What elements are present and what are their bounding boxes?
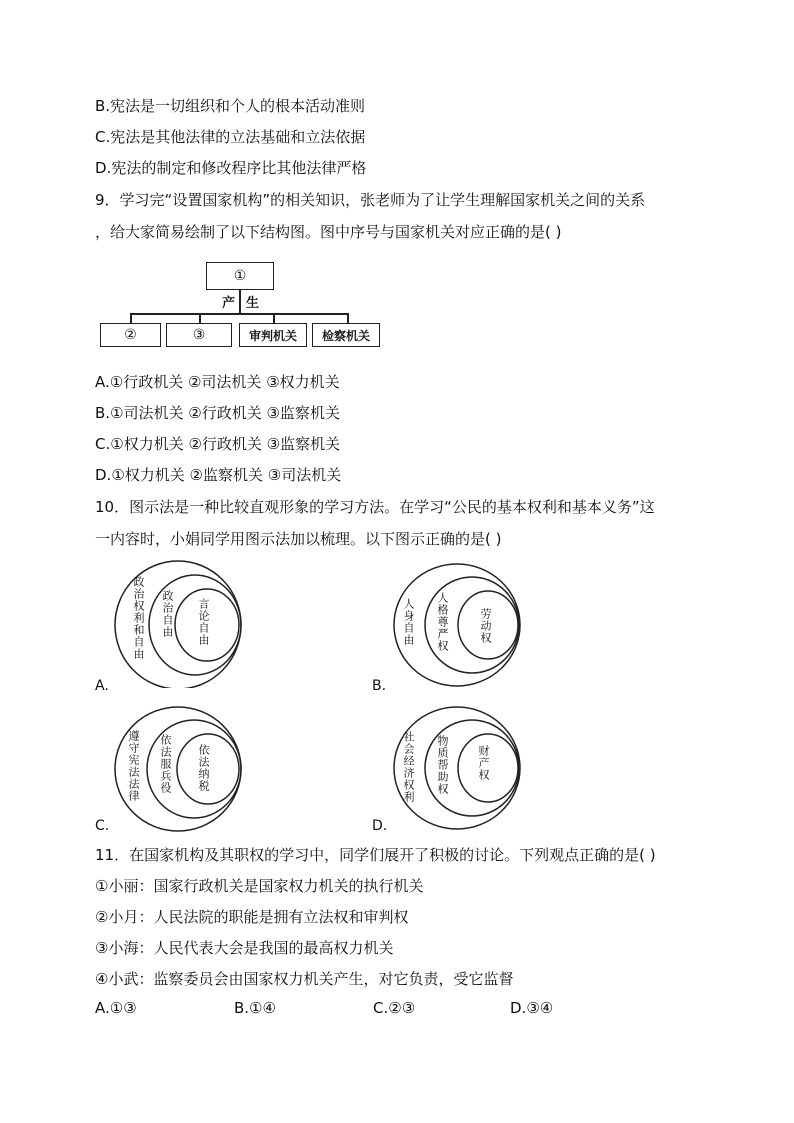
q11-option-b: B.①④ xyxy=(234,999,276,1017)
diagram-top-box: ① xyxy=(206,262,274,290)
venn-diagram-d xyxy=(392,705,522,835)
diagram-connector-4 xyxy=(347,313,349,323)
diagram-connector-3 xyxy=(273,313,275,323)
venn-c-middle-text: 依法服兵役 xyxy=(159,734,172,794)
q9-stem-line1: 9．学习完“设置国家机构”的相关知识，张老师为了让学生理解国家机关之间的关系 xyxy=(95,191,646,209)
diagram-label-sheng: 生 xyxy=(246,296,260,311)
q10-stem-line1: 10．图示法是一种比较直观形象的学习方法。在学习“公民的基本权利和基本义务”这 xyxy=(95,498,655,516)
venn-b-outer-text: 人身自由 xyxy=(402,598,415,646)
diagram-label-chan: 产 xyxy=(222,296,236,311)
venn-diagram-b xyxy=(392,562,522,692)
venn-diagram-a xyxy=(113,558,243,688)
diagram-box-procuratorate: 检察机关 xyxy=(312,323,380,347)
q9-option-c: C.①权力机关 ②行政机关 ③监察机关 xyxy=(95,435,341,453)
venn-b-label: B. xyxy=(372,678,387,694)
q8-option-b: B.宪法是一切组织和个人的根本活动准则 xyxy=(95,97,366,115)
venn-b-inner-text: 劳动权 xyxy=(479,608,492,644)
q11-option-d: D.③④ xyxy=(510,999,554,1017)
q8-option-d: D.宪法的制定和修改程序比其他法律严格 xyxy=(95,159,367,177)
q11-option-c: C.②③ xyxy=(373,999,416,1017)
venn-d-middle-text: 物质帮助权 xyxy=(436,735,449,795)
diagram-connector-1 xyxy=(130,313,132,323)
q11-statement-1: ①小丽：国家行政机关是国家权力机关的执行机关 xyxy=(95,877,424,895)
q11-stem: 11．在国家机构及其职权的学习中，同学们展开了积极的讨论。下列观点正确的是( ) xyxy=(95,846,656,864)
diagram-box-3: ③ xyxy=(166,323,232,347)
venn-diagram-c xyxy=(113,704,243,834)
diagram-connector-2 xyxy=(199,313,201,323)
venn-a-outer-text: 政治权利和自由 xyxy=(132,576,145,660)
venn-a-middle-text: 政治自由 xyxy=(161,590,174,638)
venn-b-middle-text: 人格尊严权 xyxy=(436,592,449,652)
venn-d-label: D. xyxy=(372,818,388,834)
venn-d-outer-text: 社会经济权利 xyxy=(402,731,415,803)
q11-option-a: A.①③ xyxy=(95,999,137,1017)
venn-a-inner-text: 言论自由 xyxy=(197,598,210,646)
q9-option-d: D.①权力机关 ②监察机关 ③司法机关 xyxy=(95,466,342,484)
diagram-box-2: ② xyxy=(100,323,161,347)
q10-stem-line2: 一内容时，小娟同学用图示法加以梳理。以下图示正确的是( ) xyxy=(95,530,502,548)
q9-option-a: A.①行政机关 ②司法机关 ③权力机关 xyxy=(95,373,340,391)
diagram-connector-vertical xyxy=(239,290,241,314)
diagram-box-court: 审判机关 xyxy=(239,323,307,347)
venn-d-inner-text: 财产权 xyxy=(477,745,490,781)
q9-option-b: B.①司法机关 ②行政机关 ③监察机关 xyxy=(95,404,340,422)
q8-option-c: C.宪法是其他法律的立法基础和立法依据 xyxy=(95,128,366,146)
venn-a-label: A. xyxy=(95,678,109,694)
q9-stem-line2: ，给大家简易绘制了以下结构图。图中序号与国家机关对应正确的是( ) xyxy=(95,223,562,241)
q11-statement-3: ③小海：人民代表大会是我国的最高权力机关 xyxy=(95,939,394,957)
venn-c-label: C. xyxy=(95,818,110,834)
q11-statement-2: ②小月：人民法院的职能是拥有立法权和审判权 xyxy=(95,908,409,926)
venn-c-inner-text: 依法纳税 xyxy=(197,744,210,792)
venn-c-outer-text: 遵守宪法法律 xyxy=(127,730,140,802)
diagram-connector-horizontal xyxy=(130,313,348,315)
q11-statement-4: ④小武：监察委员会由国家权力机关产生，对它负责，受它监督 xyxy=(95,970,514,988)
